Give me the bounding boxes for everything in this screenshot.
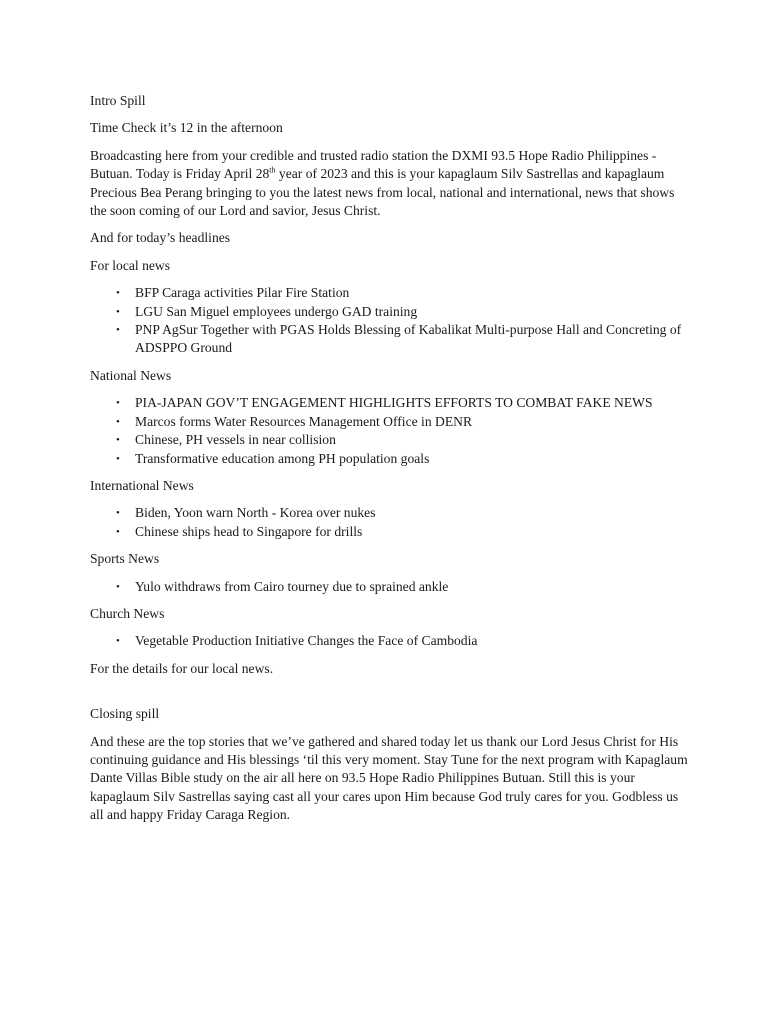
list-item: • PNP AgSur Together with PGAS Holds Blessing of Kabalikat Multi-purpose Hall and Concreting of ADSPPO Ground <box>116 322 682 356</box>
bullet-icon: • <box>116 452 120 465</box>
intro-heading: Intro Spill <box>90 93 146 108</box>
sports-news-list <box>90 578 690 596</box>
list-item: • Chinese, PH vessels in near collision <box>135 431 690 449</box>
list-item: • Vegetable Production Initiative Changes the Face of Cambodia <box>135 632 690 650</box>
list-item: • LGU San Miguel employees undergo GAD training <box>135 303 690 321</box>
church-news-list <box>90 632 690 650</box>
bullet-icon: • <box>116 397 120 410</box>
document-page <box>90 92 690 834</box>
details-line: For the details for our local news. <box>90 660 274 676</box>
church-news-heading: Church News <box>90 605 165 621</box>
closing-paragraph: And these are the top stories that we’ve gathered and shared today let us thank our Lord Jesus Christ for His continuing guidance and His blessings ‘til this very moment. Stay Tune for the next program with Kapaglaum Dante Villas Bible study on the air all here on 93.5 Hope Radio Philippines Butuan. Still this is your kapaglaum Silv Sastrellas saying cast all your cares upon Him because God truly cares for you. Godbless us all and happy Friday Caraga Region. <box>90 733 688 823</box>
bullet-icon: • <box>116 580 120 593</box>
date-ordinal-suffix: th <box>269 165 276 175</box>
blank-line <box>90 687 690 705</box>
list-item: • Chinese ships head to Singapore for drills <box>135 523 690 541</box>
national-news-list <box>90 394 690 468</box>
bullet-icon: • <box>116 635 120 648</box>
national-news-heading: National News <box>90 367 172 383</box>
bullet-icon: • <box>116 507 120 520</box>
list-item: • Marcos forms Water Resources Management Office in DENR <box>135 413 690 431</box>
bullet-icon: • <box>116 525 120 538</box>
international-news-heading: International News <box>90 477 194 493</box>
bullet-icon: • <box>116 287 120 300</box>
bullet-icon: • <box>116 305 120 318</box>
list-item: • BFP Caraga activities Pilar Fire Station <box>135 284 690 302</box>
list-item: • Yulo withdraws from Cairo tourney due to sprained ankle <box>135 578 690 596</box>
list-item: • Transformative education among PH population goals <box>135 450 690 468</box>
bullet-icon: • <box>116 434 120 447</box>
list-item: • PIA-JAPAN GOV’T ENGAGEMENT HIGHLIGHTS EFFORTS TO COMBAT FAKE NEWS <box>135 394 690 412</box>
local-news-list <box>90 284 690 358</box>
time-check: Time Check it’s 12 in the afternoon <box>90 120 283 136</box>
broadcast-text-part2: year of 2023 and this is your kapaglaum Silv Sastrellas and kapaglaum Precious Bea Perang bringing to you the latest news from local, national and international, news that shows the soon coming of our Lord and savior, Jesus Christ. <box>90 166 675 219</box>
broadcast-text-part1: Broadcasting here from your credible and trusted radio station the DXMI 93.5 Hope Radio Philippines - Butuan. Today is Friday April 28 <box>90 147 657 182</box>
bullet-icon: • <box>116 415 120 428</box>
broadcast-paragraph <box>90 147 690 221</box>
headlines-intro: And for today’s headlines <box>90 230 231 246</box>
closing-heading: Closing spill <box>90 706 160 722</box>
sports-news-heading: Sports News <box>90 551 160 567</box>
international-news-list <box>90 504 690 541</box>
local-news-heading: For local news <box>90 257 171 273</box>
bullet-icon: • <box>116 324 120 337</box>
list-item: • Biden, Yoon warn North - Korea over nukes <box>135 504 690 522</box>
